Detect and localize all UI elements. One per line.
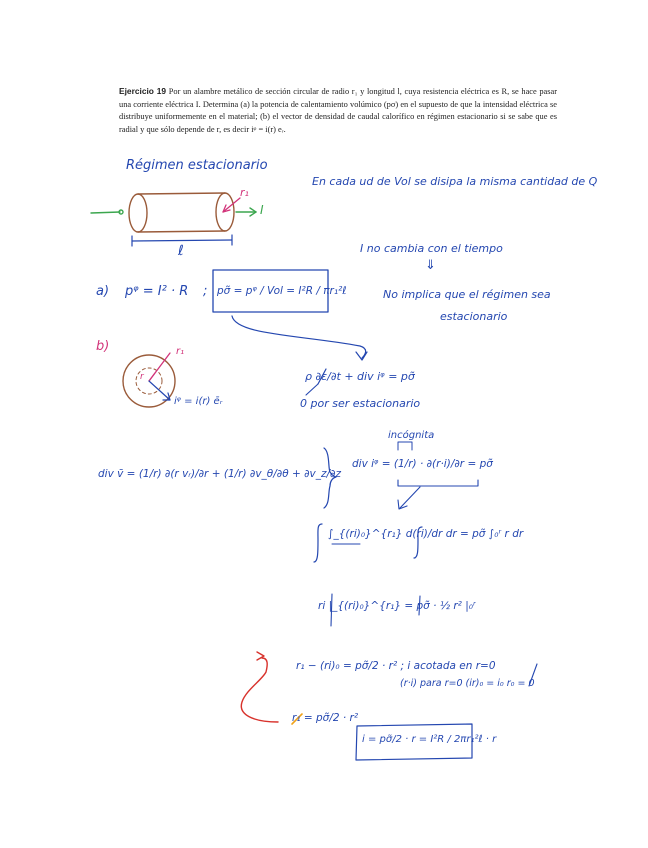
div-i-eq: div iᵠ = (1/r) · ∂(r·i)/∂r = pσ̃ (352, 458, 493, 470)
power-density-eq: pσ̃ = pᵠ / Vol = I²R / πr₁²ℓ (217, 285, 347, 297)
result-eq-2: r₁ = pσ̃/2 · r² (292, 712, 359, 724)
part-a-separator: ; (203, 284, 208, 299)
wire-cylinder-drawing (129, 193, 234, 232)
zero-pointer (306, 384, 318, 395)
final-answer-eq: i = pσ̃/2 · r = I²R / 2πr₁²ℓ · r (362, 734, 497, 745)
length-label: ℓ (178, 243, 184, 259)
part-a-label: a) (96, 284, 110, 299)
outgoing-current-arrow (236, 208, 256, 216)
red-curve-arrow (241, 658, 278, 722)
integral-sign-left (314, 524, 322, 562)
incognita-bracket (398, 442, 412, 450)
circle-r-label: r (140, 372, 144, 382)
arrow-down-symbol: ⇓ (425, 258, 436, 273)
current-label: I (260, 203, 264, 217)
exercise-label: Ejercicio 19 (119, 86, 167, 96)
part-a-power-eq: pᵠ = I² · R (125, 284, 189, 299)
red-curve-arrow-head (257, 652, 264, 660)
r1-cylinder-label: r₁ (240, 186, 249, 199)
energy-balance-eq: ρ ∂ε/∂t + div iᵠ = pσ̃ (305, 370, 415, 383)
integrated-eq: ri |_{(ri)₀}^{r₁} = pσ̃ · ½ r² |₀ʳ (318, 600, 476, 612)
incoming-current-arrow (91, 210, 123, 214)
integral-eq: ∫_{(ri)₀}^{r₁} d(ri)/dr dr = pσ̃ ∫₀ʳ r dr (328, 528, 524, 540)
incognita-label: incógnita (388, 430, 435, 441)
stationary-note: 0 por ser estacionario (300, 397, 421, 410)
exercise-text: Por un alambre metálico de sección circular de radio r₁ y longitud l, cuya resistencia eléctrica es R, se hace pasar una corriente eléctrica I. Determina (a) la potencia de calentamiento volúmico (pσ) en el supuesto de que la intensidad eléctrica se distribuye uniformemente en el material; (b) el vector de densidad de caudal calorífico en régimen estacionario si se sabe que es radial y que sólo depende de r, es decir iᵠ = i(r) eᵣ. (119, 87, 558, 134)
underbrace-arrow (398, 480, 478, 509)
cross-section-drawing (123, 353, 175, 407)
regimen-note: Régimen estacionario (126, 158, 268, 173)
no-implica-note: No implica que el régimen sea (383, 288, 551, 301)
divergence-cylindrical-eq: div v̄ = (1/r) ∂(r vᵣ)/∂r + (1/r) ∂v_θ/∂θ + ∂v_z/∂z (98, 468, 341, 480)
cada-vol-note: En cada ud de Vol se disipa la misma cantidad de Q (312, 175, 598, 188)
i-no-cambia-note: I no cambia con el tiempo (360, 242, 503, 255)
circle-r1-label: r₁ (176, 346, 185, 357)
radial-flux-label: iᵠ = i(r) ēᵣ (174, 396, 223, 407)
result-eq-1: r₁ − (ri)₀ = pσ̃/2 · r² ; i acotada en r=0 (296, 660, 496, 672)
link-arrow (232, 316, 366, 358)
estacionario-note: estacionario (440, 310, 508, 323)
part-b-label: b) (96, 339, 110, 354)
result-eq-1b: (r·i) para r=0 (ir)₀ = i₀ r₀ = 0 (400, 678, 535, 689)
